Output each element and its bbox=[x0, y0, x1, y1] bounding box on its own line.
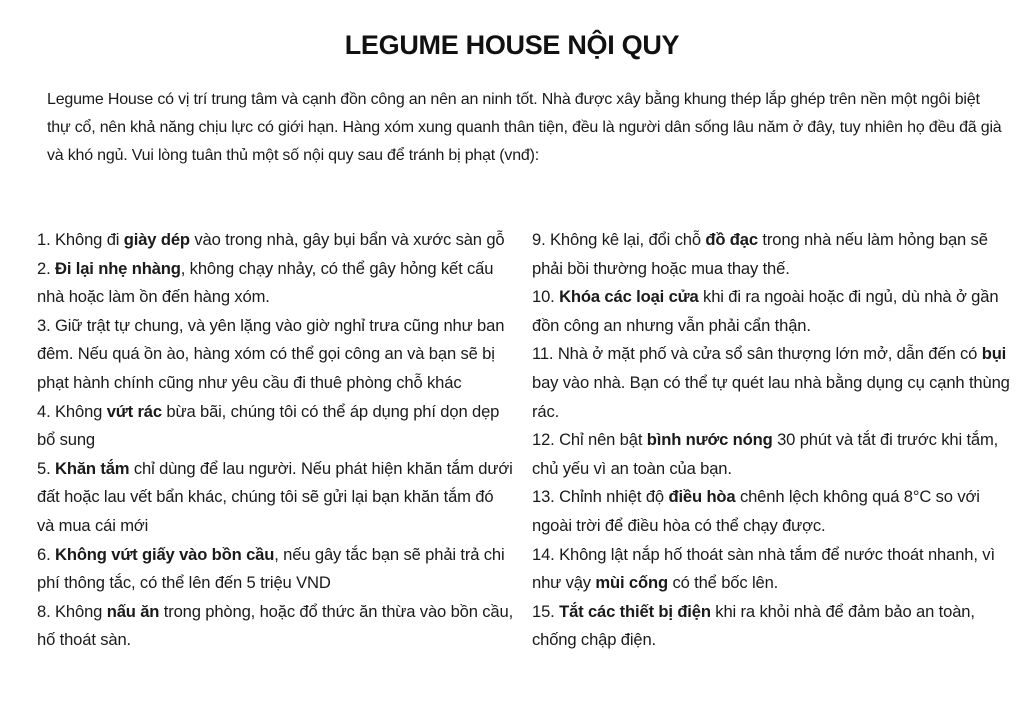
rule-text: 2. bbox=[37, 258, 55, 278]
rule-emphasis: vứt rác bbox=[106, 401, 162, 421]
rule-item bbox=[532, 598, 1010, 655]
rules-left-column bbox=[37, 226, 515, 655]
rule-text: 15. bbox=[532, 601, 560, 621]
rule-text: chênh lệch không quá 8°C so với ngoài trời để điều hòa có thể chạy được. bbox=[532, 487, 980, 535]
rule-emphasis: mùi cống bbox=[595, 573, 668, 593]
rule-item bbox=[37, 598, 515, 655]
rule-text: 8. Không bbox=[37, 601, 107, 621]
rule-text: 14. Không lật nắp hố thoát sàn nhà tắm để nước thoát nhanh, vì như vậy bbox=[532, 544, 995, 593]
rule-text: chỉ dùng để lau người. Nếu phát hiện khăn tắm dưới đất hoặc lau vết bẩn khác, chúng tôi sẽ gửi lại bạn khăn tắm đó và mua cái mới bbox=[37, 458, 513, 535]
rule-text: 12. Chỉ nên bật bbox=[532, 430, 647, 450]
rule-emphasis: đồ đạc bbox=[705, 230, 758, 249]
rule-text: , nếu gây tắc bạn sẽ phải trả chi phí thông tắc, có thể lên đến 5 triệu VND bbox=[37, 544, 505, 593]
rule-emphasis: Đi lại nhẹ nhàng bbox=[55, 258, 181, 278]
rule-text: bay vào nhà. Bạn có thể tự quét lau nhà bằng dụng cụ cạnh thùng rác. bbox=[532, 372, 1010, 421]
rule-text: trong phòng, hoặc đổ thức ăn thừa vào bồn cầu, hố thoát sàn. bbox=[37, 601, 514, 650]
rules-right-column bbox=[532, 226, 1010, 655]
rule-emphasis: Không vứt giấy vào bồn cầu bbox=[55, 544, 275, 564]
rule-text: 6. bbox=[37, 544, 55, 564]
rule-item bbox=[532, 340, 1010, 426]
rule-item bbox=[532, 283, 1010, 340]
rule-item bbox=[37, 455, 515, 541]
rule-item bbox=[37, 226, 515, 255]
rule-text: 11. Nhà ở mặt phố và cửa sổ sân thượng lớn mở, dẫn đến có bbox=[532, 344, 982, 364]
rule-text: vào trong nhà, gây bụi bẩn và xước sàn gỗ bbox=[189, 230, 505, 249]
rule-item bbox=[532, 426, 1010, 483]
rule-emphasis: nấu ăn bbox=[106, 601, 160, 621]
rule-text: 10. bbox=[532, 287, 560, 307]
rule-emphasis: Tắt các thiết bị điện bbox=[559, 601, 711, 621]
rule-emphasis: giày dép bbox=[123, 230, 190, 249]
rule-item bbox=[532, 541, 1010, 598]
rule-text: 13. Chỉnh nhiệt độ bbox=[532, 487, 669, 507]
rule-text: 1. Không đi bbox=[37, 230, 124, 249]
rule-item bbox=[37, 255, 515, 312]
intro-paragraph: Legume House có vị trí trung tâm và cạnh đồn công an nên an ninh tốt. Nhà được xây bằng khung thép lắp ghép trên nền một ngôi biệt thự cổ, nên khả năng chịu lực có giới hạn. Hàng xóm xung quanh thân tiện, đều là người dân sống lâu năm ở đây, tuy nhiên họ đều đã già và khó ngủ. Vui lòng tuân thủ một số nội quy sau để tránh bị phạt (vnđ): bbox=[47, 91, 1002, 165]
rule-emphasis: Khóa các loại cửa bbox=[559, 287, 699, 307]
rule-text: 3. Giữ trật tự chung, và yên lặng vào giờ nghỉ trưa cũng như ban đêm. Nếu quá ồn ào, hàng xóm có thể gọi công an và bạn sẽ bị phạt hành chính cũng như yêu cầu đi thuê phòng chỗ khác bbox=[37, 315, 505, 392]
rule-text: , không chạy nhảy, có thể gây hỏng kết cấu nhà hoặc làm ồn đến hàng xóm. bbox=[37, 258, 494, 307]
rule-item bbox=[532, 483, 1010, 540]
rule-text: 30 phút và tắt đi trước khi tắm, chủ yếu vì an toàn của bạn. bbox=[532, 430, 999, 478]
rule-item bbox=[37, 312, 515, 398]
rule-text: khi ra khỏi nhà để đảm bảo an toàn, chống chập điện. bbox=[532, 601, 975, 650]
document-title: LEGUME HOUSE NỘI QUY bbox=[344, 30, 680, 60]
rule-emphasis: điều hòa bbox=[668, 487, 736, 507]
rule-text: 9. Không kê lại, đổi chỗ bbox=[532, 230, 706, 249]
rule-text: bừa bãi, chúng tôi có thể áp dụng phí dọn dẹp bổ sung bbox=[37, 401, 500, 450]
rule-emphasis: bình nước nóng bbox=[646, 430, 773, 450]
rule-item bbox=[37, 541, 515, 598]
rule-text: 5. bbox=[37, 458, 55, 478]
rule-text: có thể bốc lên. bbox=[667, 573, 779, 593]
rule-text: 4. Không bbox=[37, 401, 107, 421]
rule-item bbox=[532, 226, 1010, 283]
rule-text: khi đi ra ngoài hoặc đi ngủ, dù nhà ở gần đồn công an nhưng vẫn phải cẩn thận. bbox=[532, 287, 999, 335]
rule-item bbox=[37, 398, 515, 455]
rule-text: trong nhà nếu làm hỏng bạn sẽ phải bồi thường hoặc mua thay thế. bbox=[532, 230, 988, 278]
rule-emphasis: bụi bbox=[981, 344, 1007, 364]
rule-emphasis: Khăn tắm bbox=[55, 458, 130, 478]
